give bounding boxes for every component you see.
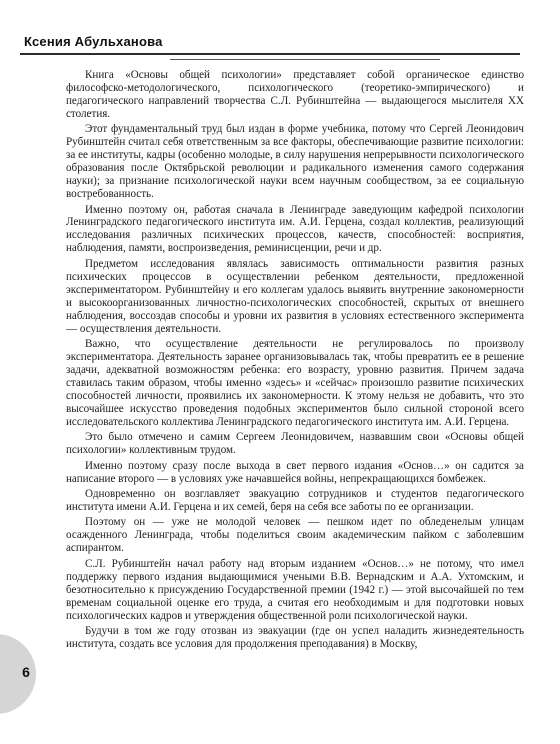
paragraph: Важно, что осуществление деятельности не регулировалось по произволу экспериментатора. Деятельность заранее организовывалась так, чтобы превратить ее в решение задачи, адекватной возможностям ребенка: его возрасту, уровню развития. Причем задача ставилась таким образом, чтобы именно «здесь» и «сейчас» произошло развитие психических способностей личности, проявились их закономерности. К этому нельзя не добавить, что это высочайшее искусство проведения подобных экспериментов было сильной стороной всего исследовательского коллектива Ленинградского педагогического института им. А.И. Герцена. xyxy=(66,338,524,428)
paragraph: Поэтому он — уже не молодой человек — пешком идет по обледенелым улицам осажденного Ленинграда, чтобы поделиться своим академическим пайком с заболевшим аспирантом. xyxy=(66,516,524,555)
paragraph: Это было отмечено и самим Сергеем Леонидовичем, назвавшим свои «Основы общей психологии» коллективным трудом. xyxy=(66,431,524,457)
header-subrule xyxy=(170,59,440,60)
running-header xyxy=(20,26,540,60)
paragraph: Будучи в том же году отозван из эвакуации (где он успел наладить жизнедеятельность института, создать все условия для продолжения преподавания) в Москву, xyxy=(66,625,524,651)
paragraph: Именно поэтому сразу после выхода в свет первого издания «Основ…» он садится за написание второго — в условиях уже начавшейся войны, непрекращающихся бомбежек. xyxy=(66,459,524,485)
paragraph: Одновременно он возглавляет эвакуацию сотрудников и студентов педагогического института имени А.И. Герцена и их семей, беря на себя все заботы по ее организации. xyxy=(66,488,524,513)
paragraph: Именно поэтому он, работая сначала в Ленинграде заведующим кафедрой психологии Ленинградского педагогического института им. А.И. Герцена, создал коллектив, реализующий исследования различных психических процессов, качеств, способностей: восприятия, наблюдения, памяти, воспроизведения, реминисценции, речи и др. xyxy=(66,203,524,255)
paragraph: Этот фундаментальный труд был издан в форме учебника, потому что Сергей Леонидович Рубинштейн считал себя ответственным за все факторы, обеспечивающие развитие психологии: за ее институты, кадры (особенно молодые, в силу нарушения непрерывности психологического образования после Октябрьской революции и радикального изменения самого содержания науки); за признание психологической науки всем научным сообществом, за ее социальную востребованность. xyxy=(66,123,524,201)
paragraph: Предметом исследования являлась зависимость оптимальности развития разных психических процессов в осуществлении ребенком деятельности, предложенной экспериментатором. Рубинштейну и его коллегам удалось выявить внутренние закономерности и высокоорганизованных личностно-психологических способностей, скрытых от внешнего наблюдения, воссоздав способы и уровни их развития в условиях естественного эксперимента — осуществления деятельности. xyxy=(66,257,524,335)
header-rule xyxy=(20,53,520,55)
paragraph: С.Л. Рубинштейн начал работу над вторым изданием «Основ…» не потому, что имел поддержку первого издания выдающимися учеными В.В. Вернадским и А.А. Ухтомским, и безотносительно к присуждению Государственной премии (1942 г.) — этой высочайшей по тем временам социальной оценке его труда, а считая его необходимым и для подготовки новых психологических кадров и утверждения общественной роли психологической науки. xyxy=(66,557,524,622)
body-text xyxy=(66,69,524,653)
running-head-author: Ксения Абульханова xyxy=(24,34,163,49)
page-number: 6 xyxy=(22,664,30,680)
paragraph: Книга «Основы общей психологии» представляет собой органическое единство философско-методологического, психологического (теоретико-эмпирического) и педагогического направлений творчества С.Л. Рубинштейна — выдающегося мыслителя XX столетия. xyxy=(66,69,524,120)
